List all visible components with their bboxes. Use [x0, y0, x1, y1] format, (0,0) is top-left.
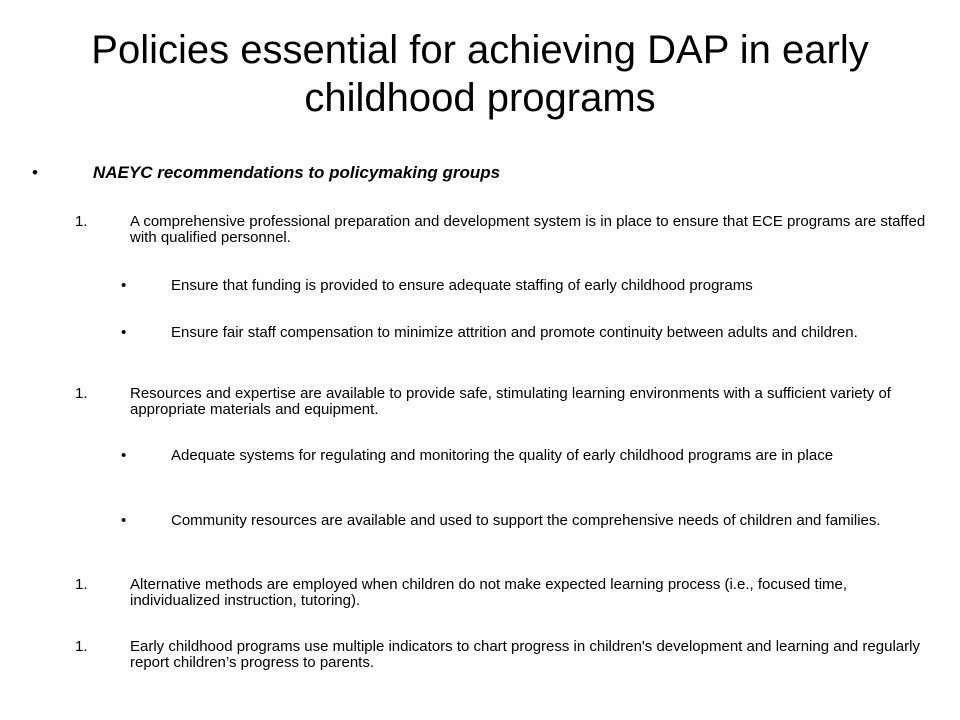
item-number: 1.	[75, 638, 88, 655]
item-text: Ensure fair staff compensation to minimize attrition and promote continuity between adults and children.	[171, 324, 858, 341]
item-text: Community resources are available and used to support the comprehensive needs of children and families.	[171, 512, 881, 529]
item-text: Resources and expertise are available to provide safe, stimulating learning environments with a sufficient variety of appropriate materials and equipment.	[130, 385, 891, 418]
item-text: A comprehensive professional preparation and development system is in place to ensure that ECE programs are staffed with qualified personnel.	[130, 213, 926, 246]
item-text: Adequate systems for regulating and monitoring the quality of early childhood programs are in place	[171, 447, 834, 464]
bullet-marker: •	[121, 512, 127, 529]
item-text: Early childhood programs use multiple indicators to chart progress in children's development and learning and regularly report children’s progress to parents.	[130, 638, 920, 671]
item-number: 1.	[75, 576, 88, 593]
section-heading: NAEYC recommendations to policymaking groups	[93, 163, 501, 182]
item-text: Ensure that funding is provided to ensure adequate staffing of early childhood programs	[171, 277, 753, 294]
item-text: Alternative methods are employed when children do not make expected learning process (i.e., focused time, individualized instruction, tutoring).	[130, 576, 848, 609]
item-number: 1.	[75, 213, 88, 230]
section-bullet: •	[32, 163, 38, 182]
bullet-marker: •	[121, 324, 127, 341]
item-number: 1.	[75, 385, 88, 402]
bullet-marker: •	[121, 447, 127, 464]
slide-title: Policies essential for achieving DAP in early childhood programs	[91, 28, 869, 120]
bullet-marker: •	[121, 277, 127, 294]
